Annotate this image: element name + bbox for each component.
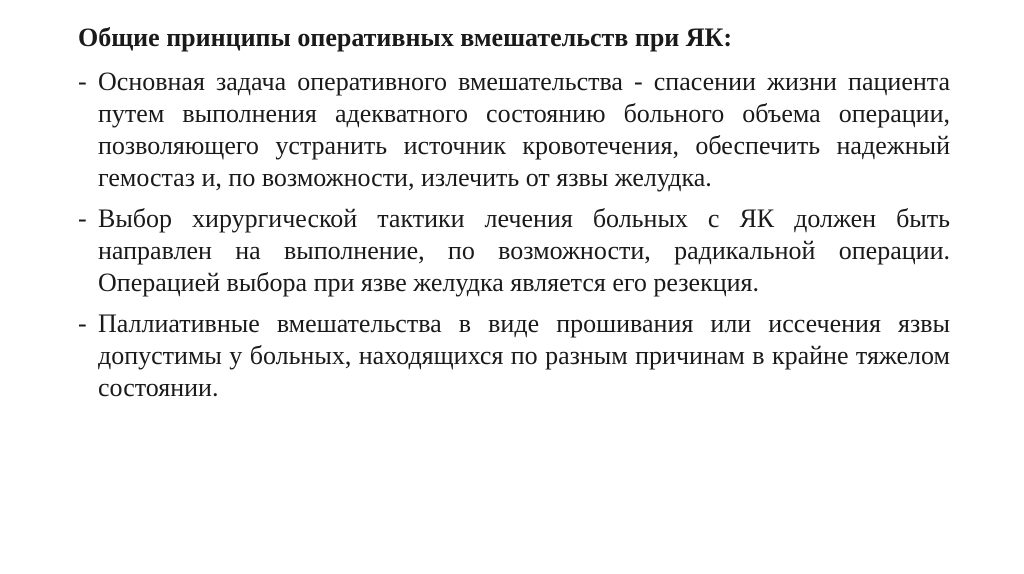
bullet-marker: - — [78, 309, 87, 338]
slide-title: Общие принципы оперативных вмешательств при ЯК: — [78, 23, 733, 52]
bullet-item — [78, 203, 950, 299]
bullet-marker: - — [78, 67, 87, 96]
bullet-item — [78, 66, 950, 194]
bullet-marker: - — [78, 204, 87, 233]
bullet-text: Паллиативные вмешательства в виде прошивания или иссечения язвы допустимы у больных, находящихся по разным причинам в крайне тяжелом состоянии. — [98, 309, 950, 402]
bullet-item — [78, 308, 950, 404]
bullet-list — [78, 66, 950, 404]
bullet-text: Основная задача оперативного вмешательства - спасении жизни пациента путем выполнения адекватного состоянию больного объема операции, позволяющего устранить источник кровотечения, обеспечить надежный гемостаз и, по возможности, излечить от язвы желудка. — [98, 67, 950, 192]
bullet-text: Выбор хирургической тактики лечения больных с ЯК должен быть направлен на выполнение, по возможности, радикальной операции. Операцией выбора при язве желудка является его резекция. — [98, 204, 950, 297]
